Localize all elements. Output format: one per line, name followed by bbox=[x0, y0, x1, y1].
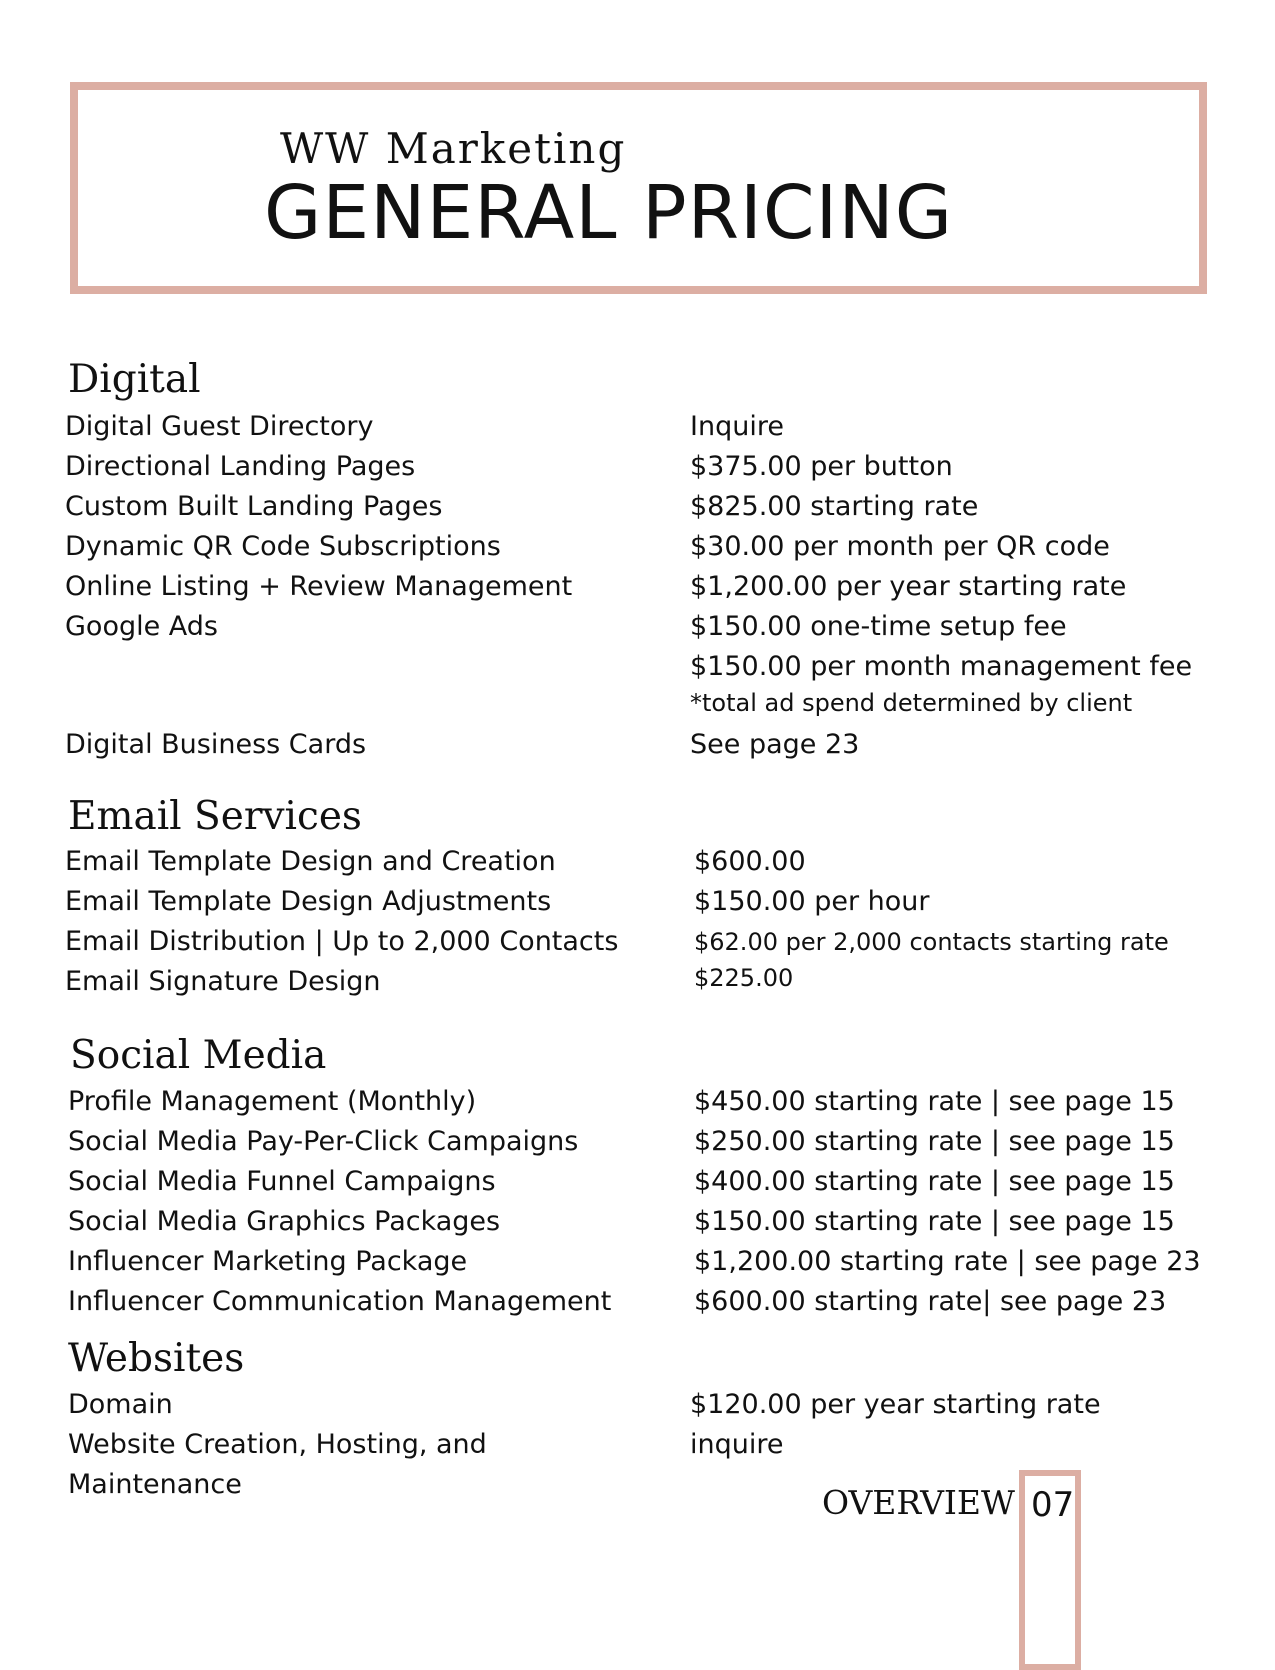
service-name: Digital Business Cards bbox=[65, 729, 367, 760]
price-note: *total ad spend determined by client bbox=[690, 689, 1133, 717]
page-title: GENERAL PRICING bbox=[264, 170, 954, 256]
service-price: $825.00 starting rate bbox=[690, 491, 979, 522]
service-price: $225.00 bbox=[694, 964, 794, 992]
service-price: $375.00 per button bbox=[690, 451, 953, 482]
service-price: Inquire bbox=[690, 411, 784, 442]
service-name: Email Signature Design bbox=[65, 966, 381, 997]
service-name: Google Ads bbox=[65, 611, 218, 642]
service-price: See page 23 bbox=[690, 729, 860, 760]
service-price: $400.00 starting rate | see page 15 bbox=[694, 1166, 1175, 1197]
service-price: $600.00 starting rate| see page 23 bbox=[694, 1286, 1167, 1317]
service-price: $30.00 per month per QR code bbox=[690, 531, 1110, 562]
service-price-extra: $150.00 per month management fee bbox=[690, 651, 1193, 682]
service-price: $120.00 per year starting rate bbox=[690, 1389, 1101, 1420]
service-name: Influencer Communication Management bbox=[68, 1286, 612, 1317]
section-title-email: Email Services bbox=[68, 794, 362, 839]
service-price: $150.00 one-time setup fee bbox=[690, 611, 1067, 642]
brand-name: WW Marketing bbox=[280, 124, 627, 173]
service-name: Social Media Pay-Per-Click Campaigns bbox=[68, 1126, 579, 1157]
service-price: $62.00 per 2,000 contacts starting rate bbox=[694, 928, 1169, 956]
service-price: $150.00 starting rate | see page 15 bbox=[694, 1206, 1175, 1237]
service-name: Email Template Design Adjustments bbox=[65, 886, 552, 917]
service-price: $1,200.00 per year starting rate bbox=[690, 571, 1127, 602]
service-name: Social Media Graphics Packages bbox=[68, 1206, 501, 1237]
section-title-digital: Digital bbox=[68, 357, 201, 402]
service-name: Online Listing + Review Management bbox=[65, 571, 573, 602]
service-name: Profile Management (Monthly) bbox=[68, 1086, 477, 1117]
service-name: Directional Landing Pages bbox=[65, 451, 416, 482]
service-price: $250.00 starting rate | see page 15 bbox=[694, 1126, 1175, 1157]
service-price: inquire bbox=[690, 1429, 784, 1460]
footer-section-label: OVERVIEW bbox=[822, 1483, 1015, 1522]
service-name: Digital Guest Directory bbox=[65, 411, 374, 442]
service-price: $600.00 bbox=[694, 846, 806, 877]
service-name: Dynamic QR Code Subscriptions bbox=[65, 531, 501, 562]
page-number: 07 bbox=[1031, 1485, 1075, 1525]
service-name: Website Creation, Hosting, and bbox=[68, 1429, 487, 1460]
service-name: Social Media Funnel Campaigns bbox=[68, 1166, 496, 1197]
service-name: Custom Built Landing Pages bbox=[65, 491, 443, 522]
service-name: Domain bbox=[68, 1389, 173, 1420]
service-price: $450.00 starting rate | see page 15 bbox=[694, 1086, 1175, 1117]
service-name: Email Distribution | Up to 2,000 Contacts bbox=[65, 926, 619, 957]
section-title-social: Social Media bbox=[70, 1033, 327, 1078]
service-name: Influencer Marketing Package bbox=[68, 1246, 468, 1277]
service-price: $150.00 per hour bbox=[694, 886, 930, 917]
service-price: $1,200.00 starting rate | see page 23 bbox=[694, 1246, 1201, 1277]
service-name-continuation: Maintenance bbox=[68, 1469, 242, 1500]
section-title-websites: Websites bbox=[68, 1336, 245, 1381]
service-name: Email Template Design and Creation bbox=[65, 846, 556, 877]
